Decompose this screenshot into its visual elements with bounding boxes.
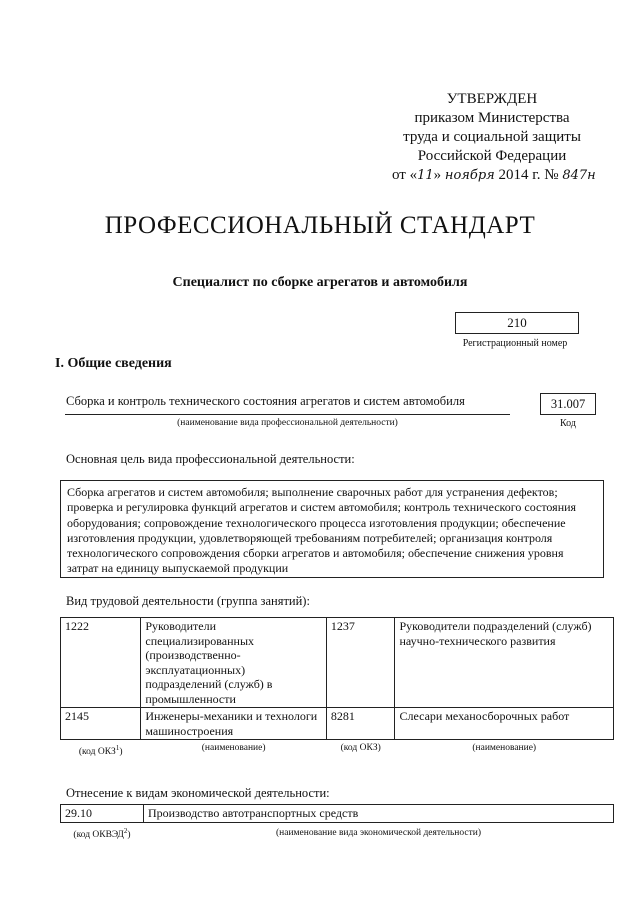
occupation-groups-table	[60, 617, 614, 761]
registration-number-box: 210	[455, 312, 579, 334]
date-prefix: от «	[392, 167, 418, 183]
okz-code-cell: 1222	[61, 618, 141, 708]
activity-underline	[65, 414, 510, 415]
okz-name-cell: Инженеры-механики и технологи машиностроения	[141, 708, 327, 740]
okz-code-caption-2: (код ОКЗ)	[340, 743, 381, 753]
okved-table	[60, 804, 614, 844]
approval-line-1: приказом Министерства	[414, 110, 570, 126]
approval-block	[392, 90, 596, 185]
section-title: I. Общие сведения	[55, 356, 172, 371]
group-label: Вид трудовой деятельности (группа занятий):	[66, 594, 310, 608]
date-month: ноября	[444, 168, 495, 183]
table-row	[61, 708, 614, 740]
registration-caption: Регистрационный номер	[462, 338, 568, 349]
okz-code-cell: 8281	[326, 708, 395, 740]
goal-label: Основная цель вида профессиональной деятельности:	[66, 452, 355, 466]
okved-code-cell: 29.10	[61, 805, 144, 823]
activity-caption: (наименование вида профессиональной деятельности)	[177, 418, 398, 428]
okz-name-cell: Руководители специализированных (производственно-эксплуатационных) подразделений (служб) в промышленности	[141, 618, 327, 708]
table-caption-row	[61, 740, 614, 761]
approval-line-2: труда и социальной защиты	[403, 129, 581, 145]
date-year: 2014 г. №	[498, 167, 559, 183]
activity-code-box: 31.007	[540, 393, 596, 415]
approval-heading: УТВЕРЖДЕН	[446, 91, 538, 107]
okved-name-cell: Производство автотранспортных средств	[144, 805, 614, 823]
okved-code-caption: (код ОКВЭД$^2$)	[73, 827, 131, 841]
okz-code-caption: (код ОКЗ$^1$)	[78, 744, 123, 758]
okved-name-caption: (наименование вида экономической деятельности)	[276, 828, 481, 839]
activity-code-caption: Код	[560, 418, 576, 429]
approval-line-3: Российской Федерации	[417, 148, 567, 164]
date-mid: »	[433, 167, 442, 183]
table-caption-row	[61, 823, 614, 845]
table-row	[61, 618, 614, 708]
okz-code-cell: 2145	[61, 708, 141, 740]
okved-label: Отнесение к видам экономической деятельности:	[66, 786, 330, 800]
page-title: ПРОФЕССИОНАЛЬНЫЙ СТАНДАРТ	[104, 212, 536, 239]
okz-name-cell: Руководители подразделений (служб) научно-технического развития	[395, 618, 614, 708]
page-subtitle: Специалист по сборке агрегатов и автомобиля	[172, 275, 468, 290]
date-day: 11	[417, 168, 434, 183]
okz-code-cell: 1237	[326, 618, 395, 708]
okz-name-caption: (наименование)	[201, 743, 266, 753]
order-number: 847н	[562, 168, 596, 183]
table-row	[61, 805, 614, 823]
goal-text-box: Сборка агрегатов и систем автомобиля; выполнение сварочных работ для устранения дефектов; проверка и регулировка функций агрегатов и систем автомобиля; контроль технического состояния оборудования; сопровождение технологического процесса изготовления продукции; обеспечение изготовления продукции, удовлетворяющей требованиям потребителей; организация контроля технологического сопровождения сборки агрегатов и автомобиля; обеспечение снижения уровня затрат на единицу выпускаемой продукции	[60, 480, 604, 578]
activity-name: Сборка и контроль технического состояния агрегатов и систем автомобиля	[66, 394, 465, 408]
okz-name-caption-2: (наименование)	[472, 743, 537, 753]
approval-date-line	[392, 166, 596, 185]
okz-name-cell: Слесари механосборочных работ	[395, 708, 614, 740]
